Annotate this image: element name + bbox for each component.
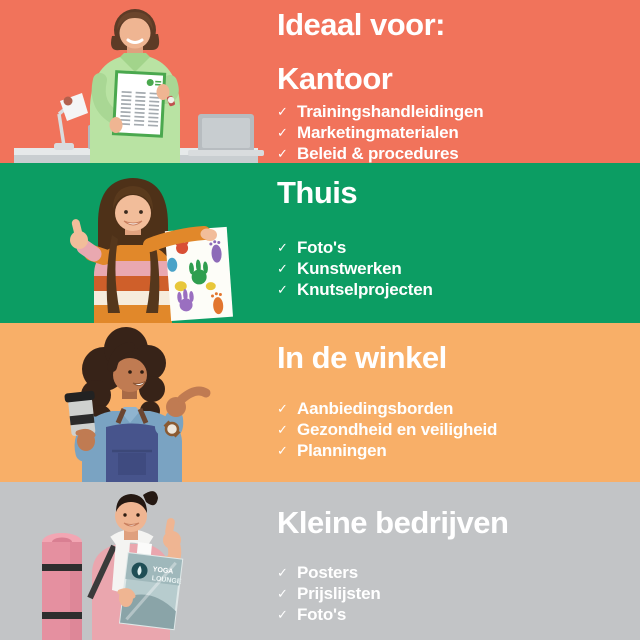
- check-icon: ✓: [277, 400, 288, 416]
- copy-kantoor: [277, 0, 632, 163]
- checklist-kantoor: [277, 102, 632, 163]
- list-item: [277, 102, 632, 123]
- check-icon: ✓: [277, 564, 288, 580]
- office-illustration: [0, 0, 270, 163]
- photo-office-woman: [0, 0, 270, 163]
- list-item: [277, 238, 632, 259]
- shop-illustration: [0, 323, 270, 482]
- check-icon: ✓: [277, 260, 288, 276]
- section-kantoor: [0, 0, 640, 163]
- list-item: [277, 563, 632, 584]
- heading-bedrijven: Kleine bedrijven: [277, 505, 509, 540]
- photo-yoga-woman: [0, 482, 270, 640]
- list-item-label: Gezondheid en veiligheid: [297, 419, 498, 439]
- page-title: Ideaal voor:: [277, 7, 445, 42]
- check-icon: ✓: [277, 239, 288, 255]
- list-item-label: Kunstwerken: [297, 258, 402, 278]
- list-item: [277, 420, 632, 441]
- list-item-label: Planningen: [297, 440, 387, 460]
- list-item-label: Beleid & procedures: [297, 144, 459, 163]
- check-icon: ✓: [277, 421, 288, 437]
- checklist-winkel: [277, 399, 632, 462]
- check-icon: ✓: [277, 606, 288, 622]
- list-item: [277, 584, 632, 605]
- copy-bedrijven: [277, 482, 632, 640]
- check-icon: ✓: [277, 146, 288, 162]
- poster-text-yoga: YOGA: [152, 566, 174, 576]
- home-illustration: [0, 163, 270, 323]
- poster-text-lounge: LOUNGE: [151, 575, 182, 586]
- photo-barista: [0, 323, 270, 482]
- list-item-label: Prijslijsten: [297, 583, 381, 603]
- copy-thuis: [277, 163, 632, 323]
- small-business-illustration: [0, 482, 270, 640]
- list-item-label: Foto's: [297, 604, 347, 624]
- check-icon: ✓: [277, 281, 288, 297]
- list-item: [277, 144, 632, 163]
- heading-kantoor: Kantoor: [277, 60, 393, 96]
- check-icon: ✓: [277, 104, 288, 120]
- section-winkel: [0, 323, 640, 482]
- list-item: [277, 123, 632, 144]
- list-item-label: Foto's: [297, 237, 347, 257]
- section-bedrijven: [0, 482, 640, 640]
- checklist-thuis: [277, 238, 632, 301]
- check-icon: ✓: [277, 125, 288, 141]
- copy-winkel: [277, 323, 632, 482]
- list-item-label: Posters: [297, 562, 358, 582]
- list-item: [277, 399, 632, 420]
- heading-winkel: In de winkel: [277, 340, 447, 375]
- checklist-bedrijven: [277, 563, 632, 626]
- list-item-label: Knutselprojecten: [297, 279, 433, 299]
- heading-thuis: Thuis: [277, 175, 358, 210]
- list-item-label: Marketingmaterialen: [297, 123, 459, 143]
- list-item-label: Trainingshandleidingen: [297, 102, 484, 122]
- list-item-label: Aanbiedingsborden: [297, 398, 454, 418]
- list-item: [277, 441, 632, 462]
- section-thuis: [0, 163, 640, 323]
- check-icon: ✓: [277, 585, 288, 601]
- check-icon: ✓: [277, 442, 288, 458]
- list-item: [277, 259, 632, 280]
- photo-girl-artwork: [0, 163, 270, 323]
- list-item: [277, 605, 632, 626]
- list-item: [277, 280, 632, 301]
